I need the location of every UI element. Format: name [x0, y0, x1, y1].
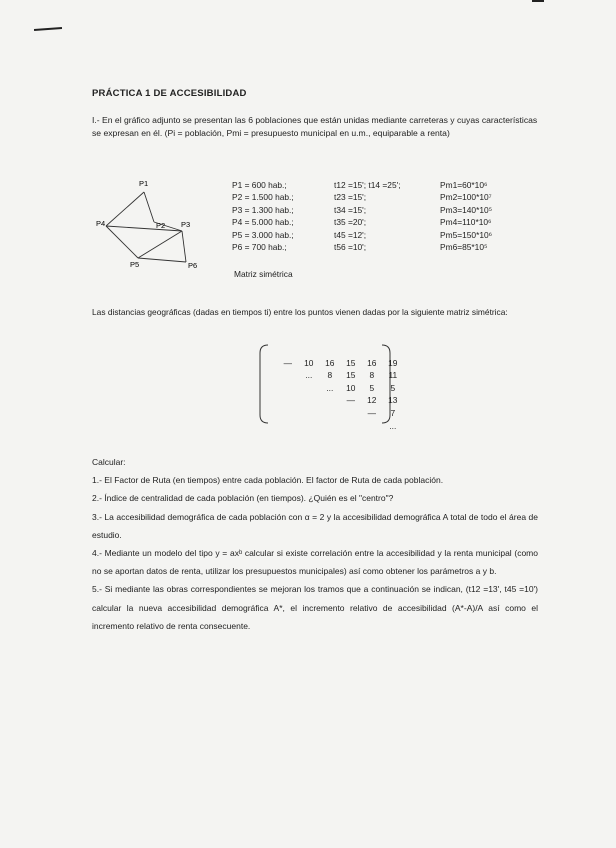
budget-list	[440, 179, 492, 253]
distance-matrix	[268, 344, 403, 431]
scan-mark-top	[34, 27, 62, 31]
population-item: P5 = 3.000 hab.;	[232, 229, 294, 240]
matrix-cell: 7	[390, 407, 396, 418]
question-3: 3.- La accesibilidad demográfica de cada población con α = 2 y la accesibilidad demográfica A total de todo el área de estudio.	[92, 511, 538, 540]
time-item: t35 =20';	[334, 217, 367, 228]
graph-label-p1: P1	[139, 179, 149, 188]
budget-item: Pm6=85*10⁵	[440, 242, 488, 253]
graph-label-p5: P5	[130, 260, 140, 269]
time-item: t34 =15';	[334, 204, 367, 215]
population-item: P6 = 700 hab.;	[232, 242, 287, 253]
edge-p5-p6	[138, 258, 186, 262]
budget-item: Pm4=110*10⁶	[440, 217, 492, 228]
edge-p3-p5	[138, 231, 182, 258]
budget-item: Pm5=150*10⁶	[440, 229, 493, 240]
matrix-cell: 16	[325, 357, 335, 368]
matrix-cell: 15	[346, 370, 356, 381]
travel-time-list	[334, 179, 401, 253]
question-1: 1.- El Factor de Ruta (en tiempos) entre cada población. El factor de Ruta de cada población.	[92, 475, 444, 486]
budget-item: Pm1=60*10⁶	[440, 180, 488, 190]
edge-p3-p6	[182, 231, 186, 262]
matrix-cell: ...	[305, 370, 313, 381]
edge-p1-p4	[106, 192, 144, 226]
population-item: P2 = 1.500 hab.;	[232, 192, 294, 203]
matrix-cell: 12	[367, 395, 377, 406]
calc-label: Calcular:	[92, 457, 126, 467]
question-2: 2.- Índice de centralidad de cada población (en tiempos). ¿Quién es el "centro"?	[92, 493, 394, 504]
distance-paragraph: Las distancias geográficas (dadas en tiempos ti) entre los puntos vienen dadas por la siguiente matriz simétrica:	[92, 307, 508, 317]
matrix-cell: 8	[327, 370, 333, 381]
matrix-cell: —	[367, 407, 376, 418]
matrix-cell: 13	[388, 395, 398, 406]
graph-label-p3: P3	[181, 220, 191, 229]
page-title: PRÁCTICA 1 DE ACCESIBILIDAD	[92, 88, 247, 99]
question-5: 5.- Si mediante las obras correspondientes se mejoran los tramos que a continuación se indican, (t12 =13', t45 =10') calcular la nueva accesibilidad demográfica A*, el incremento relativo de accesibilidad (A*-A)/A así como el incremento relativo de renta consecuente.	[92, 584, 538, 631]
matrix-cell: 10	[304, 357, 314, 368]
time-item: t56 =10';	[334, 242, 367, 253]
question-4: 4.- Mediante un modelo del tipo y = axᵇ calcular si existe correlación entre la accesibilidad y la renta municipal (como no se aportan datos de renta, utilizar los presupuestos municipales) así como obtener los parámetros a y b.	[92, 548, 538, 577]
population-list	[232, 179, 294, 253]
edge-p1-p2	[144, 192, 154, 222]
questions-section	[92, 453, 538, 635]
matrix-cell: 5	[369, 382, 375, 393]
matrix-cell: 15	[346, 357, 356, 368]
matrix-cell: 16	[367, 357, 377, 368]
network-graph	[96, 176, 220, 276]
population-item: P3 = 1.300 hab.;	[232, 204, 294, 215]
matrix-cell: ...	[326, 382, 334, 393]
graph-label-p4: P4	[96, 219, 106, 228]
matrix-cell: —	[283, 357, 292, 368]
edge-p4-p3	[106, 226, 182, 231]
graph-label-p2: P2	[156, 221, 166, 230]
time-item: t12 =15'; t14 =25';	[334, 180, 401, 190]
edge-p4-p5	[106, 226, 138, 258]
budget-item: Pm2=100*10⁷	[440, 192, 492, 203]
population-item: P1 = 600 hab.;	[232, 180, 287, 190]
matrix-cell: 11	[388, 370, 398, 381]
matrix-cell: 5	[390, 382, 396, 393]
matrix-caption: Matriz simétrica	[234, 269, 293, 279]
matrix-cell: 8	[369, 370, 375, 381]
graph-label-p6: P6	[188, 261, 198, 270]
matrix-cell: ...	[389, 420, 397, 431]
budget-item: Pm3=140*10⁵	[440, 204, 493, 215]
intro-paragraph: I.- En el gráfico adjunto se presentan las 6 poblaciones que están unidas mediante carreteras y cuyas características se expresan en él. (Pi = población, Pmi = presupuesto municipal en u.m., equiparable a renta)	[92, 115, 538, 138]
time-item: t45 =12';	[334, 229, 367, 240]
time-item: t23 =15';	[334, 192, 367, 203]
matrix-cell: 10	[346, 382, 356, 393]
population-item: P4 = 5.000 hab.;	[232, 217, 294, 228]
matrix-row	[268, 344, 403, 368]
scan-mark-corner	[532, 0, 544, 2]
matrix-cell: 19	[388, 357, 398, 368]
matrix-cell: —	[346, 395, 355, 406]
